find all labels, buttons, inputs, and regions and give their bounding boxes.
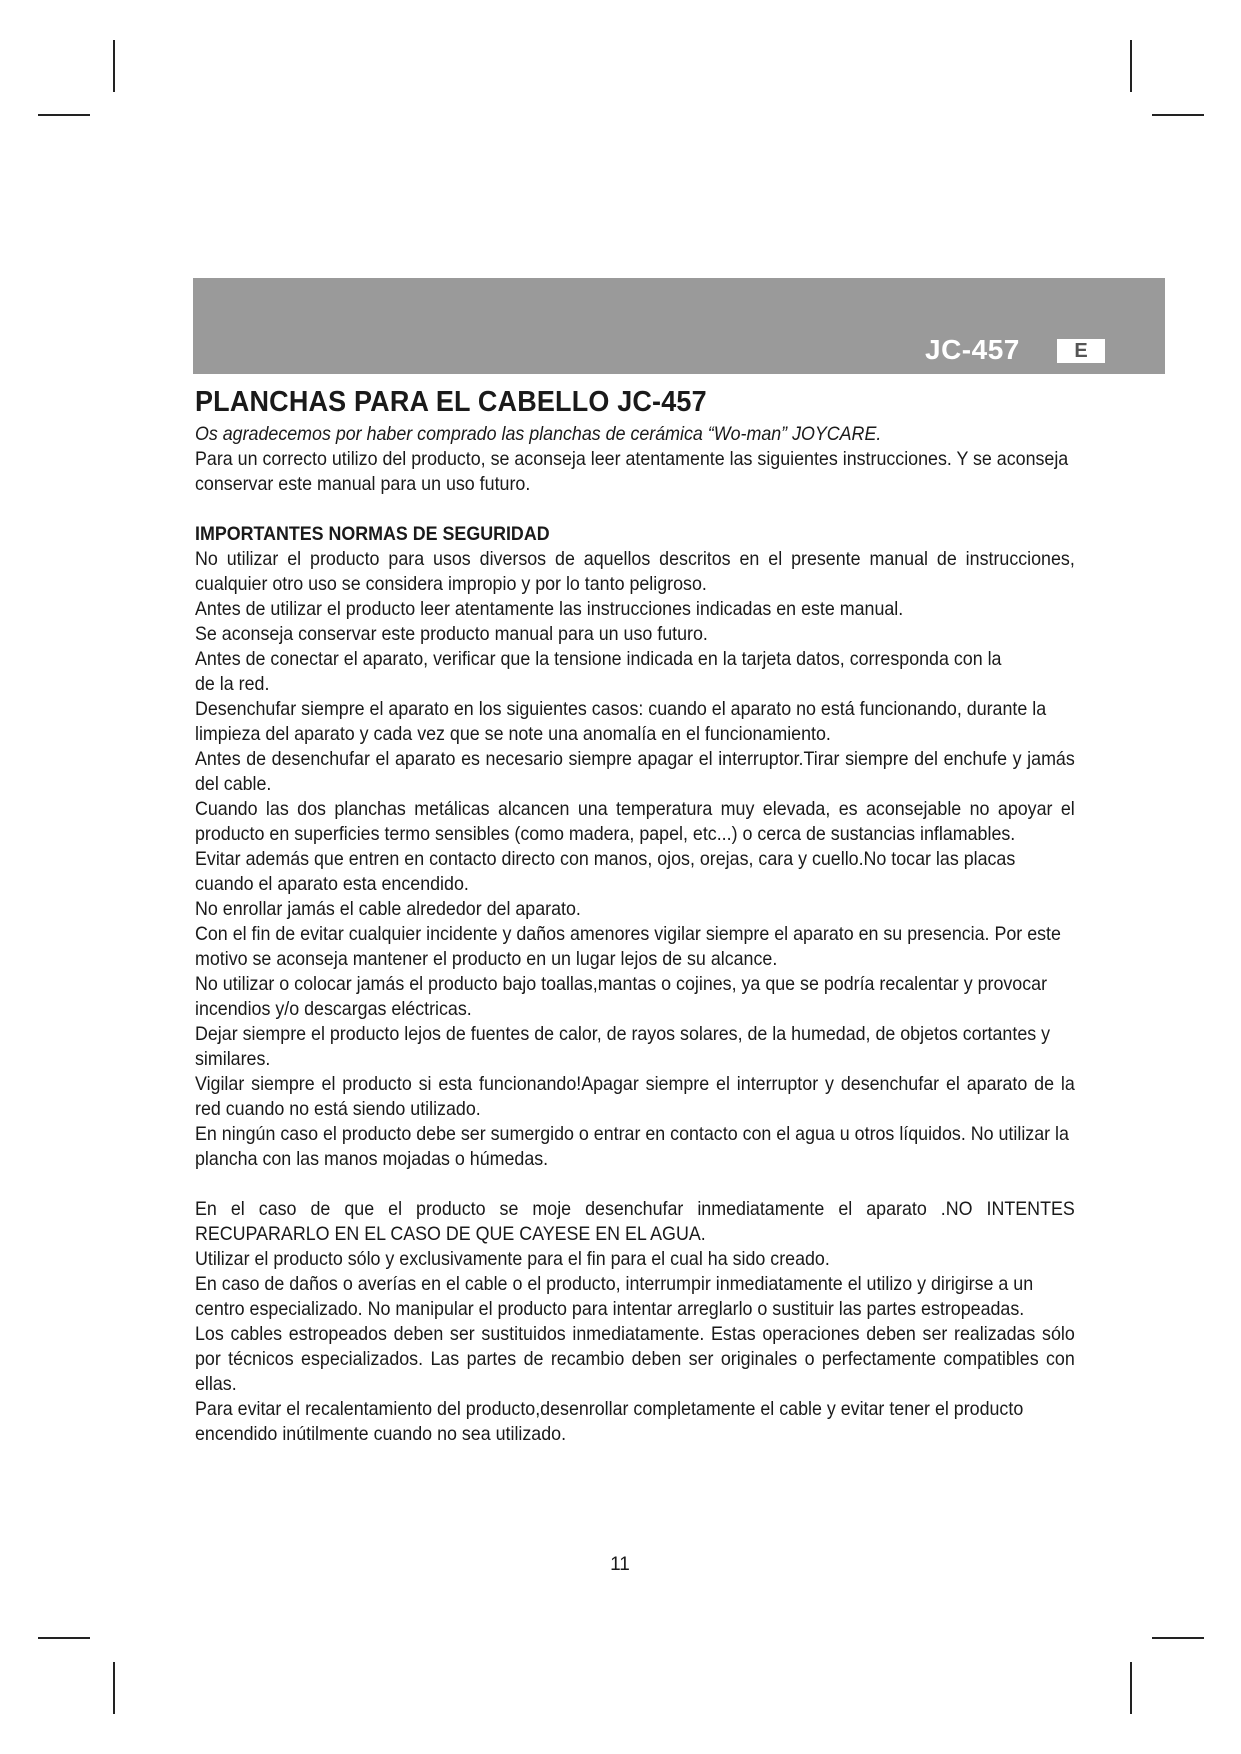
safety-paragraph: Con el fin de evitar cualquier incidente y daños amenores vigilar siempre el aparato en su presencia. Por este motivo se aconseja mantener el producto en un lugar lejos de su alcance. bbox=[195, 924, 1061, 970]
model-code: JC-457 bbox=[925, 334, 1020, 365]
crop-mark bbox=[113, 1662, 115, 1714]
safety-paragraph: En ningún caso el producto debe ser sumergido o entrar en contacto con el agua u otros líquidos. No utilizar la plancha con las manos mojadas o húmedas. bbox=[195, 1124, 1069, 1170]
crop-mark bbox=[1152, 1637, 1204, 1639]
intro-thanks: Os agradecemos por haber comprado las planchas de cerámica “Wo-man” JOYCARE. bbox=[195, 424, 882, 445]
safety-paragraph: Antes de conectar el aparato, verificar que la tensione indicada en la tarjeta datos, corresponda con la de la red. bbox=[195, 649, 1002, 695]
safety-paragraph: Antes de desenchufar el aparato es necesario siempre apagar el interruptor.Tirar siempre del enchufe y jamás del cable. bbox=[195, 749, 1075, 795]
safety-paragraph: En el caso de que el producto se moje desenchufar inmediatamente el aparato .NO INTENTES RECUPARARLO EN EL CASO DE QUE CAYESE EN EL AGUA. bbox=[195, 1199, 1075, 1245]
document-body bbox=[195, 384, 1075, 1447]
safety-paragraph: Cuando las dos planchas metálicas alcancen una temperatura muy elevada, es aconsejable no apoyar el producto en superficies termo sensibles (como madera, papel, etc...) o cerca de sustancias inflamables. bbox=[195, 799, 1075, 845]
safety-paragraph: No enrollar jamás el cable alrededor del aparato. bbox=[195, 899, 581, 920]
safety-paragraph: Se aconseja conservar este producto manual para un uso futuro. bbox=[195, 624, 708, 645]
page-number: 11 bbox=[610, 1554, 630, 1575]
safety-paragraph: Evitar además que entren en contacto directo con manos, ojos, orejas, cara y cuello.No tocar las placas cuando el aparato esta encendido. bbox=[195, 849, 1016, 895]
crop-mark bbox=[1130, 40, 1132, 92]
crop-mark bbox=[38, 114, 90, 116]
safety-paragraph: Los cables estropeados deben ser sustituidos inmediatamente. Estas operaciones deben ser realizadas sólo por técnicos especializados. Las partes de recambio deben ser originales o perfectamente compatibles con ellas. bbox=[195, 1324, 1075, 1395]
crop-mark bbox=[1152, 114, 1204, 116]
safety-paragraph: No utilizar o colocar jamás el producto bajo toallas,mantas o cojines, ya que se podría recalentar y provocar incendios y/o descargas eléctricas. bbox=[195, 974, 1048, 1020]
safety-paragraph: Para evitar el recalentamiento del producto,desenrollar completamente el cable y evitar tener el producto encendido inútilmente cuando no sea utilizado. bbox=[195, 1399, 1024, 1445]
safety-paragraph: Utilizar el producto sólo y exclusivamente para el fin para el cual ha sido creado. bbox=[195, 1249, 830, 1270]
safety-paragraph: Dejar siempre el producto lejos de fuentes de calor, de rayos solares, de la humedad, de objetos cortantes y similares. bbox=[195, 1024, 1051, 1070]
intro-advice: Para un correcto utilizo del producto, se aconseja leer atentamente las siguientes instrucciones. Y se aconseja conservar este manual para un uso futuro. bbox=[195, 449, 1069, 495]
safety-paragraph: Desenchufar siempre el aparato en los siguientes casos: cuando el aparato no está funcionando, durante la limpieza del aparato y cada vez que se note una anomalía en el funcionamiento. bbox=[195, 699, 1047, 745]
safety-paragraph: En caso de daños o averías en el cable o el producto, interrumpir inmediatamente el utilizo y dirigirse a un centro especializado. No manipular el producto para intentar arreglarlo o sustituir las partes estropeadas. bbox=[195, 1274, 1034, 1320]
safety-paragraph: No utilizar el producto para usos diversos de aquellos descritos en el presente manual de instrucciones, cualquier otro uso se considera impropio y por lo tanto peligroso. bbox=[195, 549, 1075, 595]
safety-heading: IMPORTANTES NORMAS DE SEGURIDAD bbox=[195, 524, 550, 545]
safety-paragraph: Antes de utilizar el producto leer atentamente las instrucciones indicadas en este manual. bbox=[195, 599, 904, 620]
language-badge: E bbox=[1057, 339, 1105, 363]
crop-mark bbox=[38, 1637, 90, 1639]
page-title: PLANCHAS PARA EL CABELLO JC-457 bbox=[195, 386, 707, 418]
crop-mark bbox=[113, 40, 115, 92]
safety-paragraph: Vigilar siempre el producto si esta funcionando!Apagar siempre el interruptor y desenchufar el aparato de la red cuando no está siendo utilizado. bbox=[195, 1074, 1075, 1120]
crop-mark bbox=[1130, 1662, 1132, 1714]
